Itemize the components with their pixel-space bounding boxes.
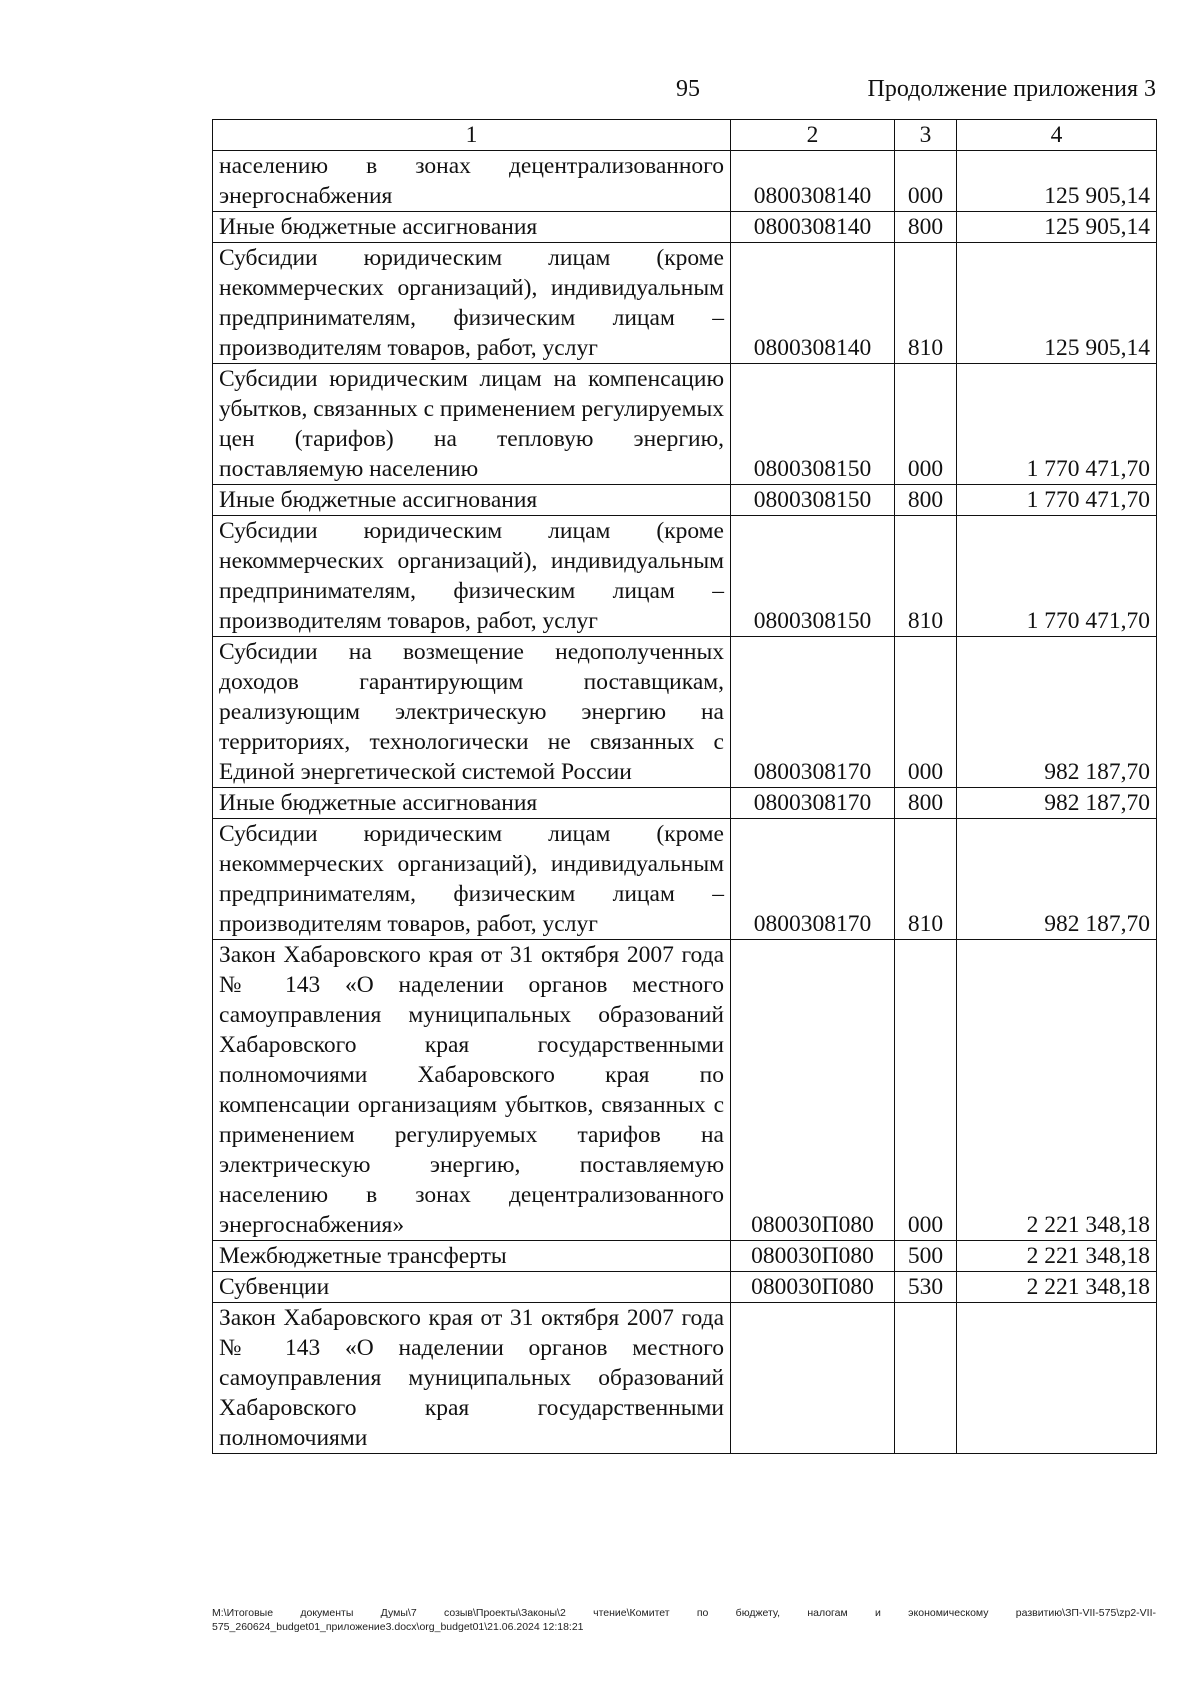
table-row [213, 1241, 1157, 1272]
row-amount: 125 905,14 [957, 243, 1157, 364]
row-code: 080030П080 [731, 1272, 895, 1303]
row-name: Закон Хабаровского края от 31 октября 2007 года № 143 «О наделении органов местного самоуправления муниципальных образований Хабаровского края государственными полномочиями Хабаровского края по компенсации организациям убытков, связанных с применением регулируемых тарифов на электрическую энергию, поставляемую населению в зонах децентрализованного энергоснабжения» [213, 940, 731, 1241]
table-row [213, 151, 1157, 212]
row-code: 0800308140 [731, 243, 895, 364]
table-row [213, 940, 1157, 1241]
row-type: 530 [895, 1272, 957, 1303]
row-amount: 1 770 471,70 [957, 516, 1157, 637]
row-name: Субвенции [213, 1272, 731, 1303]
table-row [213, 212, 1157, 243]
table-header-row [213, 120, 1157, 151]
row-amount: 982 187,70 [957, 788, 1157, 819]
row-code [731, 1303, 895, 1454]
row-type: 810 [895, 516, 957, 637]
table-row [213, 364, 1157, 485]
document-path-footer: М:\Итоговые документы Думы\7 созыв\Проекты\Законы\2 чтение\Комитет по бюджету, налогам и экономическому развитию\ЗП-VII-575\zp2-VII-575_260624_budget01_приложение3.docx\org_budget01\21.06.2024 12:18:21 [212, 1607, 1156, 1633]
column-header: 1 [213, 120, 731, 151]
budget-table [212, 119, 1157, 1454]
row-name: Субсидии юридическим лицам (кроме некоммерческих организаций), индивидуальным предпринимателям, физическим лицам – производителям товаров, работ, услуг [213, 819, 731, 940]
row-type: 000 [895, 940, 957, 1241]
row-type: 000 [895, 151, 957, 212]
row-type: 800 [895, 212, 957, 243]
row-amount: 982 187,70 [957, 637, 1157, 788]
row-amount: 1 770 471,70 [957, 485, 1157, 516]
row-code: 0800308150 [731, 364, 895, 485]
row-code: 0800308170 [731, 788, 895, 819]
row-code: 080030П080 [731, 940, 895, 1241]
row-amount: 125 905,14 [957, 151, 1157, 212]
table-row [213, 788, 1157, 819]
page-number: 95 [676, 76, 700, 102]
row-code: 0800308170 [731, 819, 895, 940]
row-name: Иные бюджетные ассигнования [213, 485, 731, 516]
row-name: Субсидии юридическим лицам на компенсацию убытков, связанных с применением регулируемых цен (тарифов) на тепловую энергию, поставляемую населению [213, 364, 731, 485]
row-code: 0800308150 [731, 516, 895, 637]
table-row [213, 819, 1157, 940]
row-name: Субсидии юридическим лицам (кроме некоммерческих организаций), индивидуальным предпринимателям, физическим лицам – производителям товаров, работ, услуг [213, 516, 731, 637]
row-amount: 125 905,14 [957, 212, 1157, 243]
table-row [213, 485, 1157, 516]
row-name: Межбюджетные трансферты [213, 1241, 731, 1272]
table-row [213, 637, 1157, 788]
row-type: 000 [895, 637, 957, 788]
row-type [895, 1303, 957, 1454]
row-amount: 2 221 348,18 [957, 1241, 1157, 1272]
row-amount: 2 221 348,18 [957, 1272, 1157, 1303]
column-header: 4 [957, 120, 1157, 151]
row-type: 500 [895, 1241, 957, 1272]
row-type: 800 [895, 788, 957, 819]
row-amount: 982 187,70 [957, 819, 1157, 940]
row-amount: 1 770 471,70 [957, 364, 1157, 485]
table-row [213, 1303, 1157, 1454]
row-type: 810 [895, 819, 957, 940]
row-name: Иные бюджетные ассигнования [213, 212, 731, 243]
column-header: 2 [731, 120, 895, 151]
column-header: 3 [895, 120, 957, 151]
row-code: 0800308170 [731, 637, 895, 788]
table-row [213, 1272, 1157, 1303]
row-code: 080030П080 [731, 1241, 895, 1272]
table-row [213, 243, 1157, 364]
row-code: 0800308150 [731, 485, 895, 516]
row-type: 800 [895, 485, 957, 516]
row-name: Иные бюджетные ассигнования [213, 788, 731, 819]
row-type: 000 [895, 364, 957, 485]
row-name: Субсидии юридическим лицам (кроме некоммерческих организаций), индивидуальным предпринимателям, физическим лицам – производителям товаров, работ, услуг [213, 243, 731, 364]
row-code: 0800308140 [731, 212, 895, 243]
row-amount: 2 221 348,18 [957, 940, 1157, 1241]
row-name: населению в зонах децентрализованного энергоснабжения [213, 151, 731, 212]
row-name: Субсидии на возмещение недополученных доходов гарантирующим поставщикам, реализующим электрическую энергию на территориях, технологически не связанных с Единой энергетической системой России [213, 637, 731, 788]
row-code: 0800308140 [731, 151, 895, 212]
row-amount [957, 1303, 1157, 1454]
row-type: 810 [895, 243, 957, 364]
continuation-title: Продолжение приложения 3 [867, 76, 1156, 102]
row-name: Закон Хабаровского края от 31 октября 2007 года № 143 «О наделении органов местного самоуправления муниципальных образований Хабаровского края государственными полномочиями [213, 1303, 731, 1454]
table-row [213, 516, 1157, 637]
